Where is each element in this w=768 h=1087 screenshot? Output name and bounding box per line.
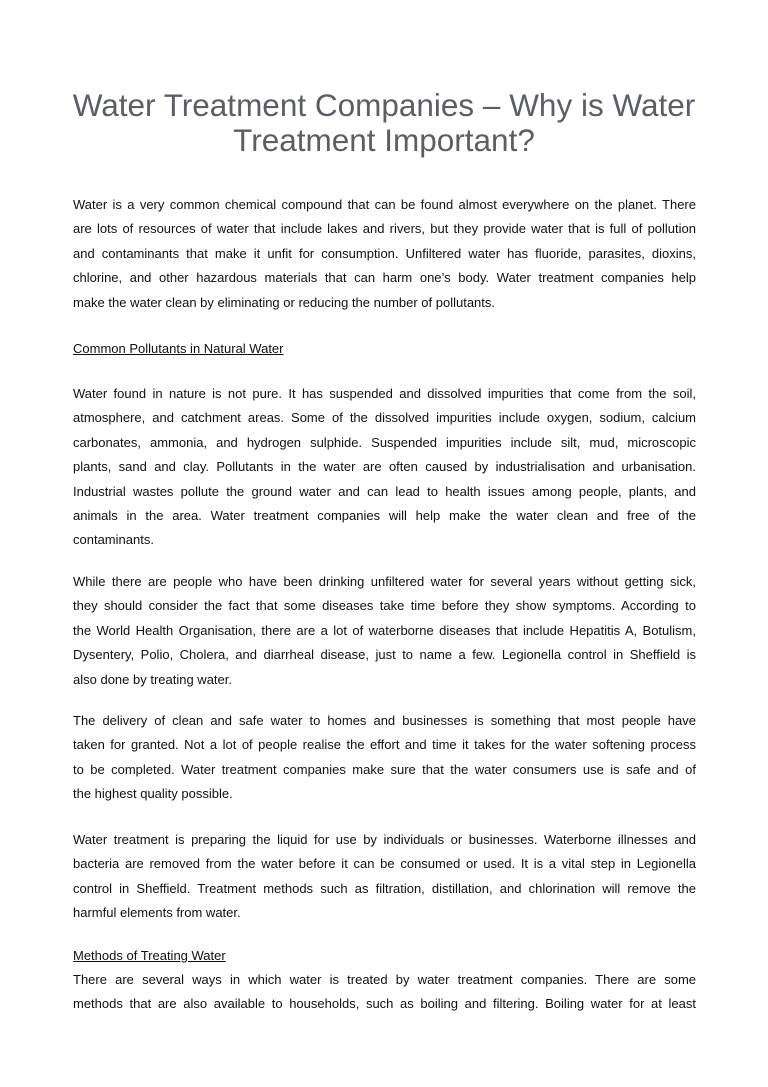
heading-common-pollutants: Common Pollutants in Natural Water: [73, 341, 284, 356]
text-line: make the water clean by eliminating or reducing the number of pollutants.: [73, 294, 496, 310]
text-line: Water found in nature is not pure. It has suspended and dissolved impurities that come from the soil,: [73, 386, 696, 401]
document-title: [40, 88, 728, 158]
text-line: taken for granted. Not a lot of people realise the effort and time it takes for the water softening process: [73, 737, 696, 753]
text-line: Water is a very common chemical compound that can be found almost everywhere on the planet. There: [73, 197, 696, 212]
text-line: There are several ways in which water is treated by water treatment companies. There are some: [73, 972, 696, 987]
text-line: they should consider the fact that some diseases take time before they show symptoms. According to: [73, 598, 696, 614]
text-line: harmful elements from water.: [73, 905, 241, 921]
text-line: chlorine, and other hazardous materials that can harm one’s body. Water treatment companies help: [73, 270, 696, 286]
paragraph-diseases: [73, 570, 696, 692]
text-line: the World Health Organisation, there are a lot of waterborne diseases that include Hepatitis A, Botulism,: [73, 622, 696, 638]
text-line: Industrial wastes pollute the ground water and can lead to health issues among people, plants, and: [73, 483, 696, 499]
paragraph-intro: [73, 193, 696, 315]
text-line: and contaminants that make it unfit for consumption. Unfiltered water has fluoride, parasites, dioxins,: [73, 245, 696, 261]
text-line: While there are people who have been drinking unfiltered water for several years without getting sick,: [73, 574, 696, 589]
text-line: control in Sheffield. Treatment methods such as filtration, distillation, and chlorination will remove the: [73, 880, 696, 896]
section-heading-methods: [73, 944, 696, 968]
section-heading-pollutants: [73, 337, 696, 361]
text-line: The delivery of clean and safe water to homes and businesses is something that most people have: [73, 713, 696, 728]
text-line: animals in the area. Water treatment companies will help make the water clean and free of the: [73, 507, 696, 523]
text-line: the highest quality possible.: [73, 786, 233, 802]
paragraph-treatment: [73, 828, 696, 926]
paragraph-natural-water: [73, 382, 696, 553]
heading-methods: Methods of Treating Water: [73, 948, 226, 963]
text-line: Dysentery, Polio, Cholera, and diarrheal disease, just to name a few. Legionella control in Sheffield is: [73, 647, 696, 663]
text-line: bacteria are removed from the water before it can be consumed or used. It is a vital step in Legionella: [73, 856, 696, 872]
text-line: methods that are also available to households, such as boiling and filtering. Boiling water for at least: [73, 996, 696, 1012]
paragraph-delivery: [73, 709, 696, 807]
text-line: carbonates, ammonia, and hydrogen sulphide. Suspended impurities include silt, mud, microscopic: [73, 434, 696, 450]
text-line: plants, sand and clay. Pollutants in the water are often caused by industrialisation and urbanisation.: [73, 459, 696, 475]
title-line-2: Treatment Important?: [233, 122, 535, 158]
text-line: are lots of resources of water that include lakes and rivers, but they provide water that is full of pollution: [73, 221, 696, 237]
text-line: to be completed. Water treatment companies make sure that the water consumers use is safe and of: [73, 761, 696, 777]
text-line: atmosphere, and catchment areas. Some of the dissolved impurities include oxygen, sodium, calcium: [73, 410, 696, 426]
paragraph-methods: [73, 968, 696, 1017]
text-line: Water treatment is preparing the liquid for use by individuals or businesses. Waterborne illnesses and: [73, 832, 696, 847]
title-line-1: Water Treatment Companies – Why is Water: [72, 87, 696, 123]
text-line: contaminants.: [73, 532, 154, 548]
text-line: also done by treating water.: [73, 671, 232, 687]
